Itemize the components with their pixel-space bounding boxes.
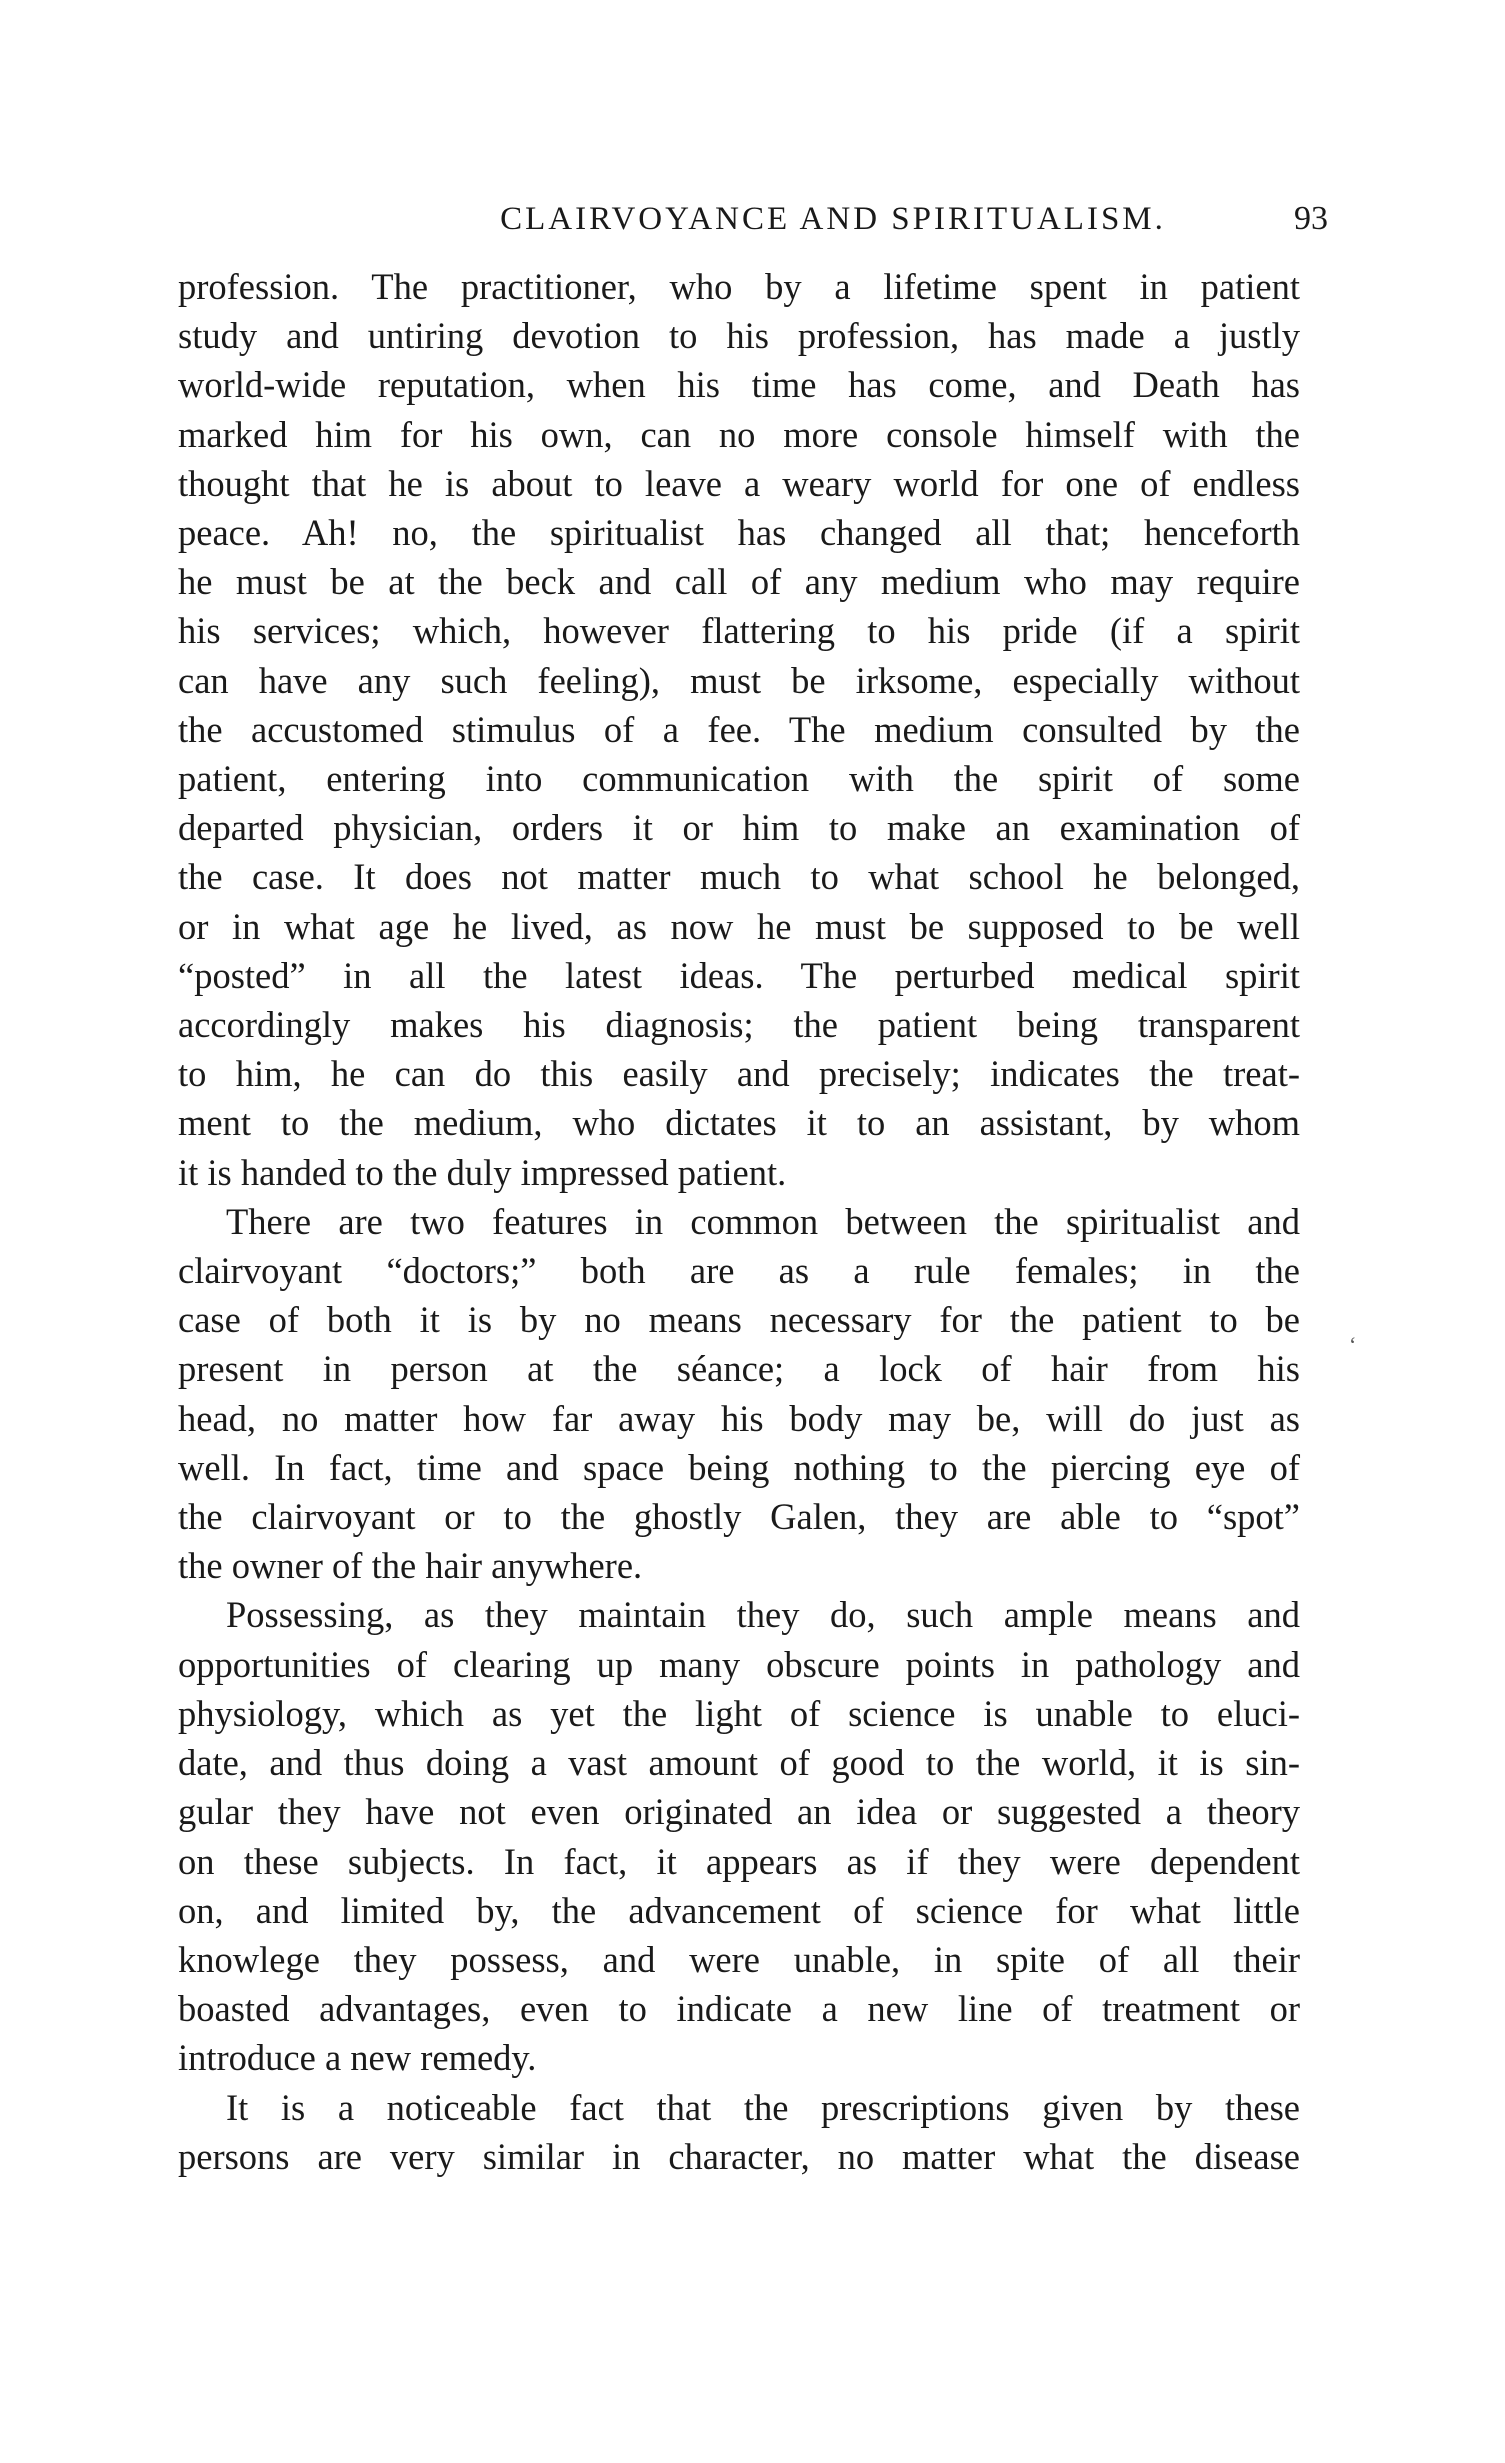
text-line: “posted” in all the latest ideas. The perturbed medical spirit bbox=[178, 954, 1300, 996]
body-text bbox=[178, 262, 1300, 2181]
text-line: profession. The practitioner, who by a lifetime spent in patient bbox=[178, 266, 1300, 307]
text-line: world-wide reputation, when his time has come, and Death has bbox=[178, 364, 1300, 406]
text-line: well. In fact, time and space being nothing to the piercing eye of bbox=[178, 1446, 1300, 1488]
text-line: persons are very similar in character, no matter what the disease bbox=[178, 2135, 1300, 2177]
text-line: peace. Ah! no, the spiritualist has changed all that; henceforth bbox=[178, 512, 1300, 554]
text-line: knowlege they possess, and were unable, in spite of all their bbox=[178, 1938, 1300, 1980]
text-line: it is handed to the duly impressed patient. bbox=[178, 1151, 787, 1193]
text-line: on these subjects. In fact, it appears as if they were dependent bbox=[178, 1840, 1300, 1882]
text-line: the clairvoyant or to the ghostly Galen, they are able to “spot” bbox=[178, 1496, 1300, 1538]
text-line: It is a noticeable fact that the prescriptions given by these bbox=[226, 2086, 1300, 2128]
text-line: thought that he is about to leave a weary world for one of endless bbox=[178, 462, 1300, 504]
text-line: patient, entering into communication with the spirit of some bbox=[178, 758, 1300, 800]
text-line: introduce a new remedy. bbox=[178, 2037, 537, 2079]
running-head-title: CLAIRVOYANCE AND SPIRITUALISM. bbox=[500, 201, 1166, 237]
stray-mark: ‘ bbox=[1349, 1332, 1357, 1357]
text-line: date, and thus doing a vast amount of good to the world, it is sin- bbox=[178, 1742, 1300, 1784]
running-head bbox=[178, 178, 1328, 238]
text-line: physiology, which as yet the light of science is unable to eluci- bbox=[178, 1692, 1300, 1734]
paragraph bbox=[178, 1590, 1300, 2082]
text-line: he must be at the beck and call of any medium who may require bbox=[178, 561, 1300, 603]
text-line: gular they have not even originated an idea or suggested a theory bbox=[178, 1791, 1300, 1833]
paragraph bbox=[178, 2083, 1300, 2181]
text-line: present in person at the séance; a lock of hair from his bbox=[178, 1348, 1300, 1390]
text-line: the owner of the hair anywhere. bbox=[178, 1545, 643, 1587]
text-line: can have any such feeling), must be irksome, especially without bbox=[178, 659, 1300, 701]
text-line: accordingly makes his diagnosis; the patient being transparent bbox=[178, 1004, 1300, 1046]
text-line: to him, he can do this easily and precisely; indicates the treat- bbox=[178, 1053, 1300, 1095]
text-line: on, and limited by, the advancement of science for what little bbox=[178, 1889, 1300, 1931]
text-line: Possessing, as they maintain they do, such ample means and bbox=[226, 1594, 1300, 1636]
text-line: departed physician, orders it or him to make an examination of bbox=[178, 807, 1300, 849]
text-line: clairvoyant “doctors;” both are as a rule females; in the bbox=[178, 1250, 1300, 1292]
text-line: boasted advantages, even to indicate a new line of treatment or bbox=[178, 1988, 1300, 2030]
page-number: 93 bbox=[1294, 200, 1328, 237]
text-line: study and untiring devotion to his profession, has made a justly bbox=[178, 315, 1300, 357]
text-line: the accustomed stimulus of a fee. The medium consulted by the bbox=[178, 708, 1300, 750]
text-line: marked him for his own, can no more console himself with the bbox=[178, 413, 1300, 455]
text-line: There are two features in common between the spiritualist and bbox=[226, 1200, 1300, 1242]
text-line: the case. It does not matter much to what school he belonged, bbox=[178, 856, 1300, 898]
text-line: head, no matter how far away his body may be, will do just as bbox=[178, 1397, 1300, 1439]
paragraph bbox=[178, 262, 1300, 1197]
text-line: case of both it is by no means necessary for the patient to be bbox=[178, 1299, 1300, 1341]
text-line: ment to the medium, who dictates it to an assistant, by whom bbox=[178, 1102, 1300, 1144]
text-line: opportunities of clearing up many obscure points in pathology and bbox=[178, 1643, 1300, 1685]
text-line: or in what age he lived, as now he must be supposed to be well bbox=[178, 905, 1300, 947]
paragraph bbox=[178, 1197, 1300, 1591]
text-line: his services; which, however flattering to his pride (if a spirit bbox=[178, 610, 1300, 652]
